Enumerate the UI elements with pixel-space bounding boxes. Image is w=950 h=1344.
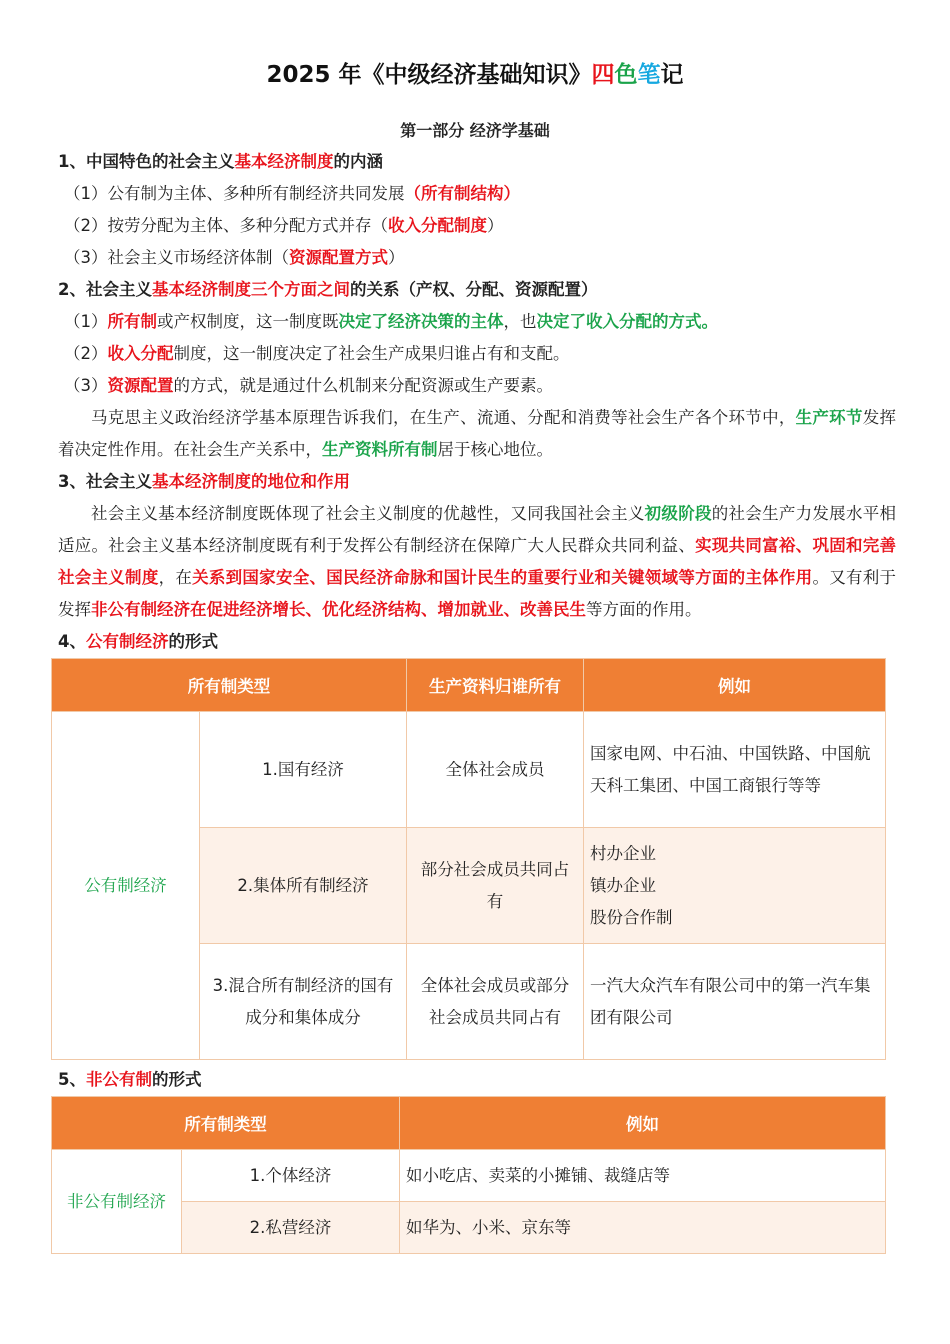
- group-cell: 公有制经济: [52, 712, 200, 1060]
- section-2-item-3: [58, 370, 896, 402]
- document-title: [0, 56, 950, 89]
- type-cell: 2.私营经济: [182, 1202, 400, 1254]
- para-text: 居于核心地位。: [437, 440, 553, 459]
- section-3-heading-pre: 3、社会主义: [58, 472, 152, 491]
- part-title: 第一部分 经济学基础: [400, 121, 550, 140]
- group-cell: 非公有制经济: [52, 1150, 182, 1254]
- section-3-heading: [58, 466, 896, 498]
- section-1-heading-post: 的内涵: [333, 152, 383, 171]
- title-char-green: 色: [614, 62, 638, 88]
- item-text: 或产权制度，这一制度既: [157, 312, 339, 331]
- owner-cell: 全体社会成员: [407, 712, 584, 828]
- item-num: （2）: [64, 344, 108, 363]
- section-4-heading-post: 的形式: [168, 632, 218, 651]
- section-1-item-1: [58, 178, 896, 210]
- section-1-item-3: [58, 242, 896, 274]
- section-3-paragraph: [58, 498, 896, 626]
- para-red: 实现共同富裕、巩固和完善社会主义制度: [58, 536, 897, 587]
- example-cell: 村办企业 镇办企业 股份合作制: [584, 828, 886, 944]
- para-green: 生产环节: [795, 408, 863, 427]
- section-1-item-2: [58, 210, 896, 242]
- item-red: （所有制结构）: [404, 184, 520, 203]
- item-num: （3）: [64, 376, 108, 395]
- item-red: 资源配置方式: [289, 248, 388, 267]
- section-2-heading: [58, 274, 896, 306]
- title-char-blue: 笔: [637, 62, 661, 88]
- item-text: （2）按劳分配为主体、多种分配方式并存（: [64, 216, 388, 235]
- item-green: 决定了收入分配的方式: [536, 312, 702, 331]
- section-2-item-1: [58, 306, 896, 338]
- type-cell: 3.混合所有制经济的国有成分和集体成分: [200, 944, 407, 1060]
- para-text: 社会主义基本经济制度既体现了社会主义制度的优越性，又同我国社会主义: [91, 504, 645, 523]
- notes-body: [58, 146, 896, 1254]
- section-5-heading-red: 非公有制: [85, 1070, 152, 1089]
- item-red: 收入分配制度: [388, 216, 487, 235]
- non-public-ownership-table: [51, 1096, 886, 1254]
- para-text: 。又有利于发挥: [58, 568, 897, 619]
- section-5-heading: [58, 1064, 896, 1096]
- para-red: 关系到国家安全、国民经济命脉和国计民生的重要行业和关键领域等方面的主体作用: [192, 568, 813, 587]
- type-cell: 1.国有经济: [200, 712, 407, 828]
- section-2-heading-red: 基本经济制度三个方面之间: [151, 280, 350, 299]
- para-text: 发挥着决定性作用。在社会生产关系中，: [58, 408, 897, 459]
- section-2-heading-post: 的关系（产权、分配、资源配置）: [349, 280, 598, 299]
- section-1-heading: [58, 146, 896, 178]
- section-5-heading-pre: 5、: [58, 1070, 86, 1089]
- item-text: （3）社会主义市场经济体制（: [64, 248, 289, 267]
- para-green: 生产资料所有制: [322, 440, 438, 459]
- type-cell: 2.集体所有制经济: [200, 828, 407, 944]
- header-example: 例如: [584, 659, 886, 712]
- item-end: ）: [487, 216, 504, 235]
- item-end: 。: [701, 312, 718, 331]
- item-num: （1）: [64, 312, 108, 331]
- para-text: 的社会生产力发展水平相适应。社会主义基本经济制度既有利于发挥公有制经济在保障广大人民群众共同利益、: [58, 504, 897, 555]
- public-ownership-table: [51, 658, 886, 1060]
- table-row: [52, 1150, 886, 1202]
- item-text: 的方式，就是通过什么机制来分配资源或生产要素。: [173, 376, 553, 395]
- item-red: 所有制: [107, 312, 157, 331]
- item-text: 制度，这一制度决定了社会生产成果归谁占有和支配。: [173, 344, 570, 363]
- type-cell: 1.个体经济: [182, 1150, 400, 1202]
- owner-cell: 部分社会成员共同占有: [407, 828, 584, 944]
- table-header-row: [52, 1097, 886, 1150]
- header-ownership-type: 所有制类型: [52, 1097, 400, 1150]
- table-row: [52, 712, 886, 828]
- item-text: ，也: [503, 312, 537, 331]
- item-red: 资源配置: [107, 376, 174, 395]
- example-cell: 如华为、小米、京东等: [400, 1202, 886, 1254]
- item-end: ）: [388, 248, 405, 267]
- para-text: 马克思主义政治经济学基本原理告诉我们，在生产、流通、分配和消费等社会生产各个环节中，: [91, 408, 796, 427]
- header-owner: 生产资料归谁所有: [407, 659, 584, 712]
- para-text: 等方面的作用。: [586, 600, 702, 619]
- section-2-heading-pre: 2、社会主义: [58, 280, 152, 299]
- section-3-heading-red: 基本经济制度的地位和作用: [151, 472, 350, 491]
- para-text: ，在: [158, 568, 193, 587]
- section-1-heading-pre: 1、中国特色的社会主义: [58, 152, 235, 171]
- item-text: （1）公有制为主体、多种所有制经济共同发展: [64, 184, 405, 203]
- section-4-heading: [58, 626, 896, 658]
- example-cell: 国家电网、中石油、中国铁路、中国航天科工集团、中国工商银行等等: [584, 712, 886, 828]
- example-cell: 如小吃店、卖菜的小摊铺、裁缝店等: [400, 1150, 886, 1202]
- para-red: 非公有制经济在促进经济增长、优化经济结构、增加就业、改善民生: [91, 600, 586, 619]
- title-char-black: 记: [660, 62, 684, 88]
- table-header-row: [52, 659, 886, 712]
- section-4-heading-red: 公有制经济: [85, 632, 169, 651]
- section-5-heading-post: 的形式: [151, 1070, 202, 1089]
- item-green: 决定了经济决策的主体: [338, 312, 504, 331]
- header-example: 例如: [400, 1097, 886, 1150]
- item-red: 收入分配: [107, 344, 174, 363]
- section-2-paragraph: [58, 402, 896, 466]
- owner-cell: 全体社会成员或部分社会成员共同占有: [407, 944, 584, 1060]
- example-cell: 一汽大众汽车有限公司中的第一汽车集团有限公司: [584, 944, 886, 1060]
- title-char-red: 四: [591, 62, 615, 88]
- header-ownership-type: 所有制类型: [52, 659, 407, 712]
- section-4-heading-pre: 4、: [58, 632, 86, 651]
- section-2-item-2: [58, 338, 896, 370]
- para-green: 初级阶段: [644, 504, 712, 523]
- section-1-heading-red: 基本经济制度: [234, 152, 334, 171]
- title-prefix: 2025 年《中级经济基础知识》: [266, 62, 592, 88]
